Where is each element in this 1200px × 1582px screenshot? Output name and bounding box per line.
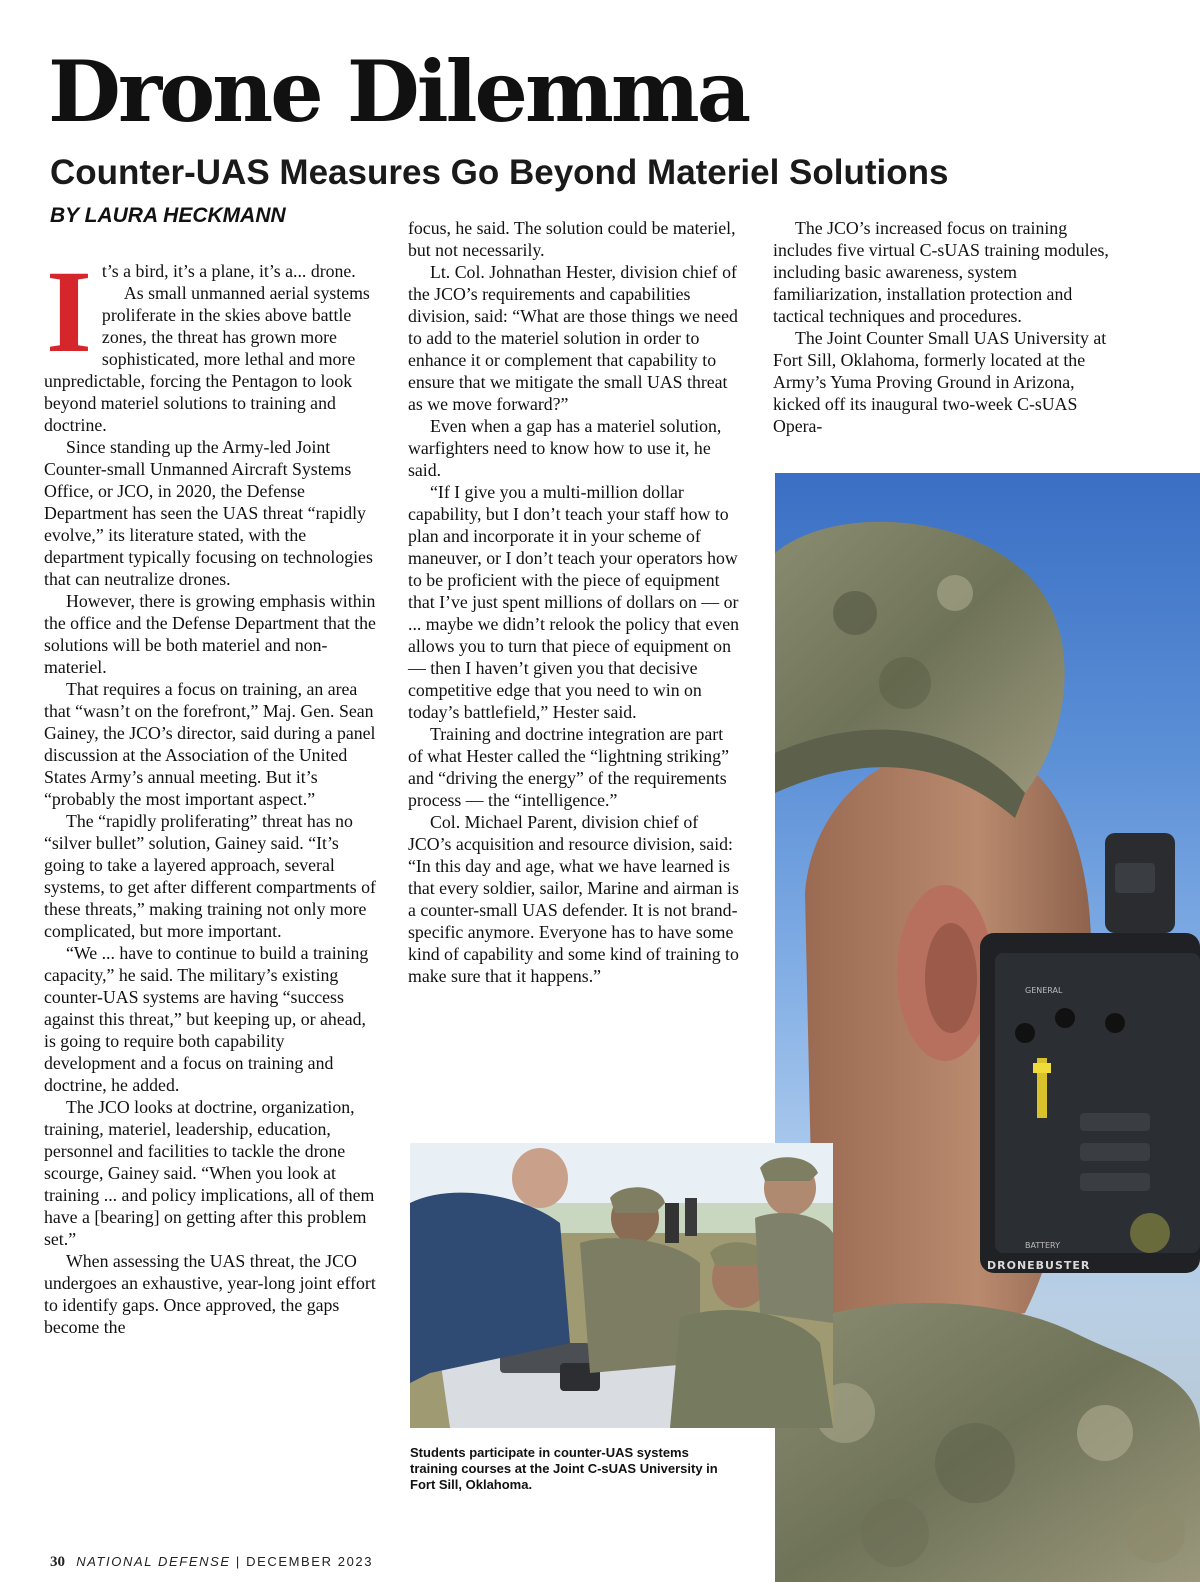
- soldier-illustration: [775, 473, 1200, 1582]
- paragraph: The JCO’s increased focus on training includes five virtual C-sUAS training modules, including basic awareness, system familiarization, installation protection and tactical techniques and procedures.: [773, 218, 1109, 326]
- paragraph: “If I give you a multi-million dollar capability, but I don’t teach your staff how to plan and incorporate it in your scheme of maneuver, or I don’t teach your operators how to be proficient with the piece of equipment that I’ve just spent millions of dollars on — or ... maybe we didn’t relook the policy that even allows you to turn that piece of equipment on — then I haven’t given you that decisive competitive edge that you need to win on today’s battlefield,” Hester said.: [408, 482, 740, 722]
- students-illustration: [410, 1143, 833, 1428]
- article-column-1: [44, 246, 379, 1338]
- training-students-photo: [410, 1143, 833, 1428]
- device-label-brand: DRONEBUSTER: [987, 1259, 1091, 1272]
- photo-caption: Students participate in counter-UAS systems training courses at the Joint C-sUAS University in Fort Sill, Oklahoma.: [410, 1445, 718, 1492]
- page-footer: [50, 1554, 373, 1571]
- paragraph: The Joint Counter Small UAS University at Fort Sill, Oklahoma, formerly located at the Army’s Yuma Proving Ground in Arizona, kicked off its inaugural two-week C-sUAS Opera-: [773, 328, 1107, 436]
- paragraph: “We ... have to continue to build a training capacity,” he said. The military’s existing counter-UAS systems are having “success against this threat,” but keeping up, or ahead, is going to require both capability development and a focus on training and doctrine, he added.: [44, 943, 369, 1095]
- paragraph: When assessing the UAS threat, the JCO undergoes an exhaustive, year-long joint effort to identify gaps. Once approved, the gaps become the: [44, 1251, 376, 1337]
- paragraph: The “rapidly proliferating” threat has no “silver bullet” solution, Gainey said. “It’s going to take a layered approach, several systems, to get after different compartments of these threats,” making training not only more complicated, but more important.: [44, 811, 376, 941]
- paragraph: focus, he said. The solution could be materiel, but not necessarily.: [408, 218, 736, 260]
- drop-cap: I: [46, 246, 92, 377]
- article-subtitle: Counter-UAS Measures Go Beyond Materiel Solutions: [50, 153, 949, 192]
- device-label-general: GENERAL: [1025, 986, 1063, 995]
- paragraph: Since standing up the Army-led Joint Counter-small Unmanned Aircraft Systems Office, or JCO, in 2020, the Defense Department has seen the UAS threat “rapidly evolve,” its literature stated, with the department typically focusing on technologies that can neutralize drones.: [44, 437, 373, 589]
- soldier-dronebuster-photo: [775, 473, 1200, 1582]
- device-label-battery: BATTERY: [1025, 1241, 1060, 1250]
- page-number: 30: [50, 1554, 65, 1570]
- magazine-name: NATIONAL DEFENSE: [76, 1554, 231, 1569]
- paragraph: Even when a gap has a materiel solution, warfighters need to know how to use it, he said.: [408, 416, 722, 480]
- paragraph: The JCO looks at doctrine, organization, training, materiel, leadership, education, personnel and facilities to tackle the drone scourge, Gainey said. “When you look at training ... and policy implications, all of them have a [bearing] on getting after this problem set.”: [44, 1097, 375, 1249]
- article-title: Drone Dilemma: [48, 42, 749, 141]
- paragraph: As small unmanned aerial systems proliferate in the skies above battle zones, the threat has grown more sophisticated, more lethal and more unpredictable, forcing the Pentagon to look beyond materiel solutions to training and doctrine.: [44, 283, 370, 435]
- paragraph: Col. Michael Parent, division chief of JCO’s acquisition and resource division, said: “In this day and age, what we have learned is that every soldier, sailor, Marine and airman is a counter-small UAS defender. It is not brand-specific anymore. Everyone has to have some kind of capability and some kind of training to make sure that it happens.”: [408, 812, 739, 986]
- paragraph: However, there is growing emphasis within the office and the Defense Department that the solutions will be both materiel and non-materiel.: [44, 591, 376, 677]
- paragraph: t’s a bird, it’s a plane, it’s a... drone.: [101, 261, 356, 281]
- paragraph: Lt. Col. Johnathan Hester, division chief of the JCO’s requirements and capabilities division, said: “What are those things we need to add to the materiel solution in order to enhance it or complement that capability to ensure that we mitigate the small UAS threat as we move forward?”: [408, 262, 738, 414]
- byline: BY LAURA HECKMANN: [50, 204, 286, 227]
- article-column-3: [773, 217, 1113, 437]
- paragraph: Training and doctrine integration are part of what Hester called the “lightning striking” and “driving the energy” of the requirements process — the “intelligence.”: [408, 724, 729, 810]
- footer-separator: |: [235, 1554, 241, 1569]
- paragraph: That requires a focus on training, an area that “wasn’t on the forefront,” Maj. Gen. Sean Gainey, the JCO’s director, said during a panel discussion at the Association of the United States Army’s annual meeting. But it’s “probably the most important aspect.”: [44, 679, 376, 809]
- article-column-2: [408, 217, 741, 987]
- issue-date: DECEMBER 2023: [246, 1554, 374, 1569]
